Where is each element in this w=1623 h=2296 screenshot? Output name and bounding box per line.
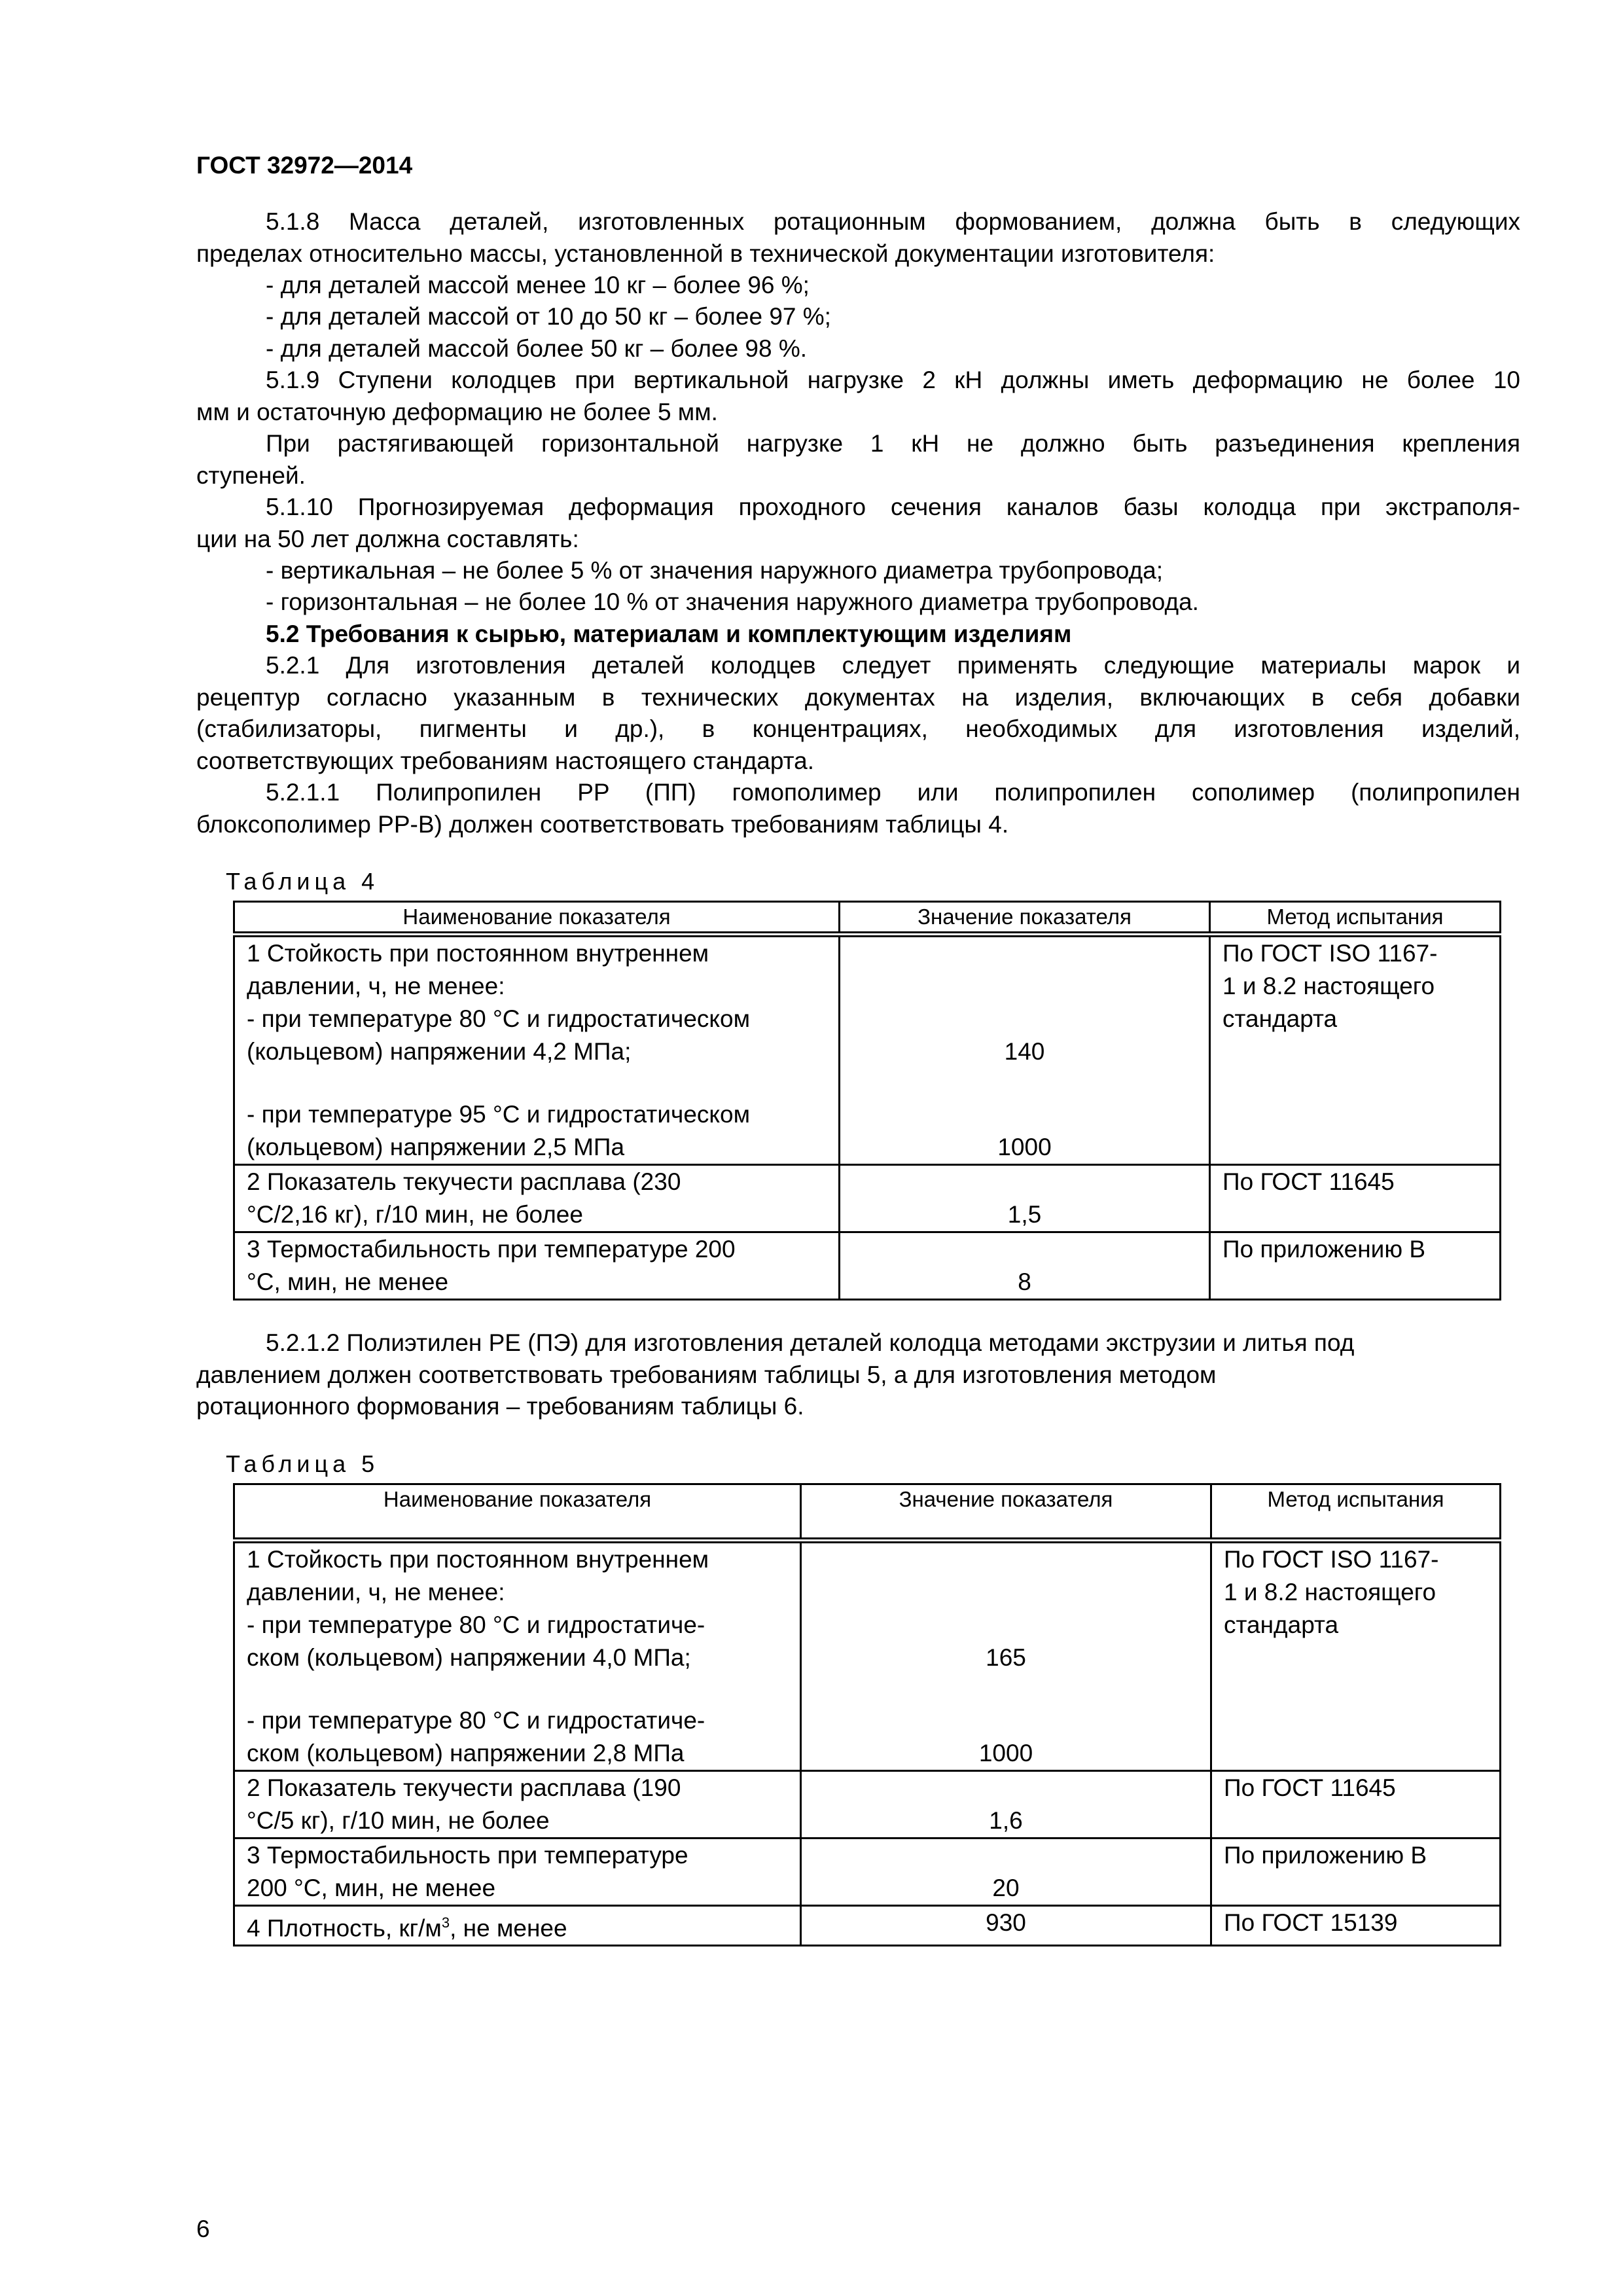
name-text: 4 Плотность, кг/м — [247, 1914, 442, 1942]
paragraph-5-2-1-1 — [196, 777, 1520, 840]
indicator-value — [801, 1771, 1211, 1839]
text-line: 5.1.10 Прогнозируемая деформация проходного сечения каналов базы колодца при экстраполя- — [266, 493, 1520, 520]
list-item — [196, 333, 1520, 365]
text-line: °С, мин, не менее — [247, 1268, 449, 1295]
text-line — [247, 1674, 788, 1704]
text-line: рецептур согласно указанным в технических документах на изделия, включающих в себя добавки — [196, 683, 1520, 711]
text-line: 3 Термостабильность при температуре — [247, 1842, 688, 1869]
text-line: 5.1.9 Ступени колодцев при вертикальной нагрузке 2 кН должны иметь деформацию не более 10 — [266, 367, 1520, 393]
column-header: Наименование показателя — [234, 1484, 801, 1541]
paragraph-5-1-9 — [196, 365, 1520, 428]
table-row — [234, 1165, 1501, 1232]
value: 1,5 — [1007, 1201, 1042, 1228]
text-line: (кольцевом) напряжении 4,2 МПа; — [247, 1038, 632, 1065]
text-line: По ГОСТ 15139 — [1224, 1909, 1398, 1936]
indicator-value: 930 — [801, 1906, 1211, 1946]
text-line: °С/5 кг), г/10 мин, не более — [247, 1807, 550, 1834]
column-header: Значение показателя — [840, 902, 1210, 935]
text-line: 2 Показатель текучести расплава (190 — [247, 1774, 681, 1801]
indicator-name — [234, 1541, 801, 1771]
text-line: ротационного формования – требованиям таблицы 6. — [196, 1393, 804, 1420]
column-header: Значение показателя — [801, 1484, 1211, 1541]
value: 1,6 — [989, 1807, 1023, 1834]
paragraph-5-1-8 — [196, 206, 1520, 270]
text-line: По ГОСТ 11645 — [1222, 1168, 1395, 1195]
list-item-text: - вертикальная – не более 5 % от значения наружного диаметра трубопровода; — [266, 557, 1163, 584]
text-line: При растягивающей горизонтальной нагрузке 1 кН не должно быть разъединения крепления — [266, 430, 1520, 457]
test-method — [1210, 935, 1501, 1165]
table-4-caption: Таблица 4 — [226, 868, 380, 895]
text-line: По приложению В — [1222, 1236, 1426, 1263]
test-method — [1211, 1771, 1501, 1839]
text-line: давлении, ч, не менее: — [247, 973, 505, 999]
superscript: 3 — [441, 1914, 450, 1931]
table-5 — [233, 1483, 1501, 1946]
test-method — [1211, 1839, 1501, 1906]
list-item — [196, 555, 1520, 587]
name-text: , не менее — [450, 1914, 567, 1942]
indicator-value — [840, 1232, 1210, 1300]
text-line: (кольцевом) напряжении 2,5 МПа — [247, 1134, 625, 1160]
value: 165 — [986, 1644, 1026, 1671]
text-line: давлении, ч, не менее: — [247, 1579, 505, 1605]
text-line: соответствующих требованиям настоящего стандарта. — [196, 747, 815, 774]
value: 1000 — [978, 1740, 1033, 1767]
text-line: По приложению В — [1224, 1842, 1427, 1869]
text-line: блоксополимер PP-B) должен соответствовать требованиям таблицы 4. — [196, 810, 1009, 838]
indicator-value — [840, 935, 1210, 1165]
table-row — [234, 1541, 1501, 1771]
text-line: 5.1.8 Масса деталей, изготовленных ротационным формованием, должна быть в следующих — [266, 208, 1520, 235]
text-line: (стабилизаторы, пигменты и др.), в концентрациях, необходимых для изготовления изделий, — [196, 715, 1520, 742]
text-line: По ГОСТ ISO 1167- — [1222, 940, 1438, 967]
text-line: - при температуре 80 °С и гидростатиче- — [247, 1707, 705, 1734]
value: 20 — [992, 1874, 1020, 1901]
text-line: °С/2,16 кг), г/10 мин, не более — [247, 1201, 583, 1228]
text-line: стандарта — [1222, 1005, 1338, 1032]
text-line — [247, 1068, 827, 1098]
text-line: По ГОСТ 11645 — [1224, 1774, 1396, 1801]
text-line: ском (кольцевом) напряжении 4,0 МПа; — [247, 1644, 691, 1671]
indicator-name — [234, 1906, 801, 1946]
list-item — [196, 270, 1520, 302]
text-line: - при температуре 80 °С и гидростатическом — [247, 1005, 751, 1032]
paragraph-5-2-1-2 — [196, 1327, 1520, 1423]
value: 1000 — [997, 1134, 1052, 1160]
test-method — [1211, 1541, 1501, 1771]
indicator-name — [234, 1839, 801, 1906]
text-line: 2 Показатель текучести расплава (230 — [247, 1168, 681, 1195]
indicator-name — [234, 1771, 801, 1839]
text-line: - при температуре 95 °С и гидростатическом — [247, 1101, 751, 1128]
text-line: 200 °С, мин, не менее — [247, 1874, 496, 1901]
column-header: Метод испытания — [1211, 1484, 1501, 1541]
value: 8 — [1018, 1268, 1031, 1295]
indicator-name — [234, 1165, 840, 1232]
column-header: Наименование показателя — [234, 902, 840, 935]
text-line: 5.2.1 Для изготовления деталей колодцев следует применять следующие материалы марок и — [266, 652, 1520, 679]
text-line: 1 Стойкость при постоянном внутреннем — [247, 1546, 709, 1573]
column-header: Метод испытания — [1210, 902, 1501, 935]
text-line: пределах относительно массы, установленной в технической документации изготовителя: — [196, 240, 1215, 267]
section-heading-5-2 — [196, 619, 1520, 651]
paragraph-5-1-9-b — [196, 428, 1520, 492]
text-line: 5.2.1.1 Полипропилен PP (ПП) гомополимер или полипропилен сополимер (полипропилен — [266, 779, 1520, 806]
text-line: 1 Стойкость при постоянном внутреннем — [247, 940, 709, 967]
text-line: 1 и 8.2 настоящего — [1224, 1579, 1436, 1605]
list-item-text: - для деталей массой более 50 кг – более 98 %. — [266, 335, 808, 362]
document-header: ГОСТ 32972—2014 — [196, 152, 413, 179]
text-line: 1 и 8.2 настоящего — [1222, 973, 1435, 999]
text-line: ступеней. — [196, 461, 306, 489]
indicator-name — [234, 935, 840, 1165]
table-5-caption: Таблица 5 — [226, 1450, 380, 1477]
list-item-text: - для деталей массой от 10 до 50 кг – более 97 %; — [266, 303, 831, 330]
text-line: давлением должен соответствовать требованиям таблицы 5, а для изготовления методом — [196, 1361, 1217, 1388]
list-item — [196, 586, 1520, 619]
table-row — [234, 1771, 1501, 1839]
list-item — [196, 301, 1520, 333]
test-method — [1210, 1232, 1501, 1300]
text-line: мм и остаточную деформацию не более 5 мм. — [196, 398, 718, 425]
text-line: ции на 50 лет должна составлять: — [196, 525, 579, 552]
list-item-text: - для деталей массой менее 10 кг – более 96 %; — [266, 272, 810, 298]
value: 140 — [1004, 1038, 1045, 1065]
list-item-text: - горизонтальная – не более 10 % от значения наружного диаметра трубопровода. — [266, 588, 1199, 615]
paragraph-5-2-1 — [196, 650, 1520, 777]
indicator-value — [840, 1165, 1210, 1232]
section-heading-text: 5.2 Требования к сырью, материалам и комплектующим изделиям — [266, 620, 1072, 647]
indicator-name — [234, 1232, 840, 1300]
table-row — [234, 1232, 1501, 1300]
text-line: ском (кольцевом) напряжении 2,8 МПа — [247, 1740, 685, 1767]
table-row — [234, 1839, 1501, 1906]
indicator-value — [801, 1541, 1211, 1771]
page-number: 6 — [196, 2215, 210, 2242]
table-4 — [233, 901, 1501, 1300]
paragraph-5-1-10 — [196, 492, 1520, 555]
text-line: стандарта — [1224, 1611, 1339, 1638]
table-row — [234, 935, 1501, 1165]
indicator-value — [801, 1839, 1211, 1906]
text-line: 5.2.1.2 Полиэтилен PE (ПЭ) для изготовления деталей колодца методами экструзии и литья под — [266, 1329, 1355, 1356]
text-line: По ГОСТ ISO 1167- — [1224, 1546, 1439, 1573]
test-method — [1210, 1165, 1501, 1232]
test-method — [1211, 1906, 1501, 1946]
table-row — [234, 1906, 1501, 1946]
text-line: - при температуре 80 °С и гидростатиче- — [247, 1611, 705, 1638]
text-line: 3 Термостабильность при температуре 200 — [247, 1236, 736, 1263]
